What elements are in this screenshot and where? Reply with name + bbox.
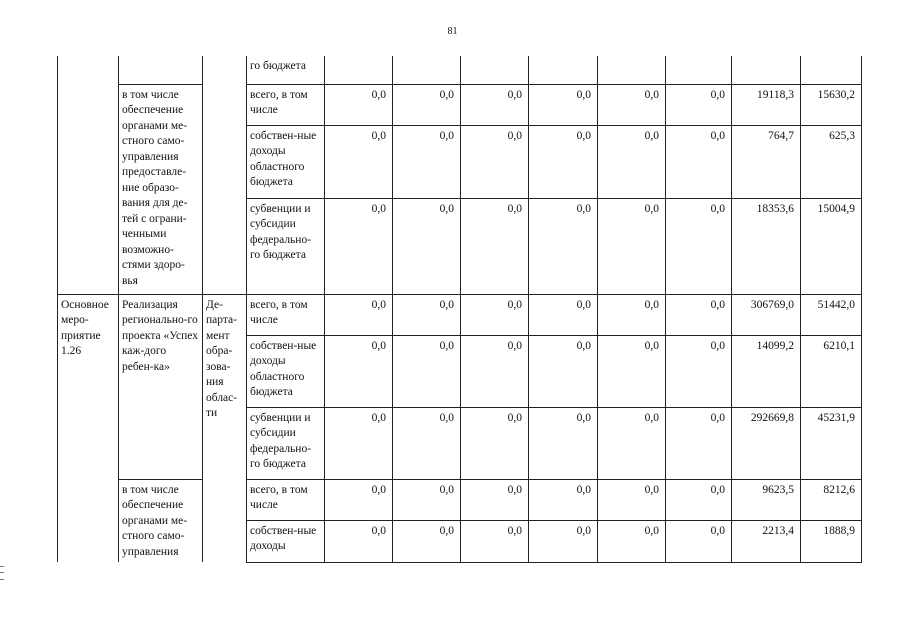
value-cell: 0,0: [461, 198, 529, 294]
table-row: [58, 84, 862, 125]
name-cell: Реализация регионально-го проекта «Успех каж-дого ребен-ка»: [119, 294, 203, 479]
value-cell: 0,0: [666, 294, 732, 335]
value-cell: [666, 56, 732, 84]
value-cell: 45231,9: [801, 407, 862, 479]
value-cell: [325, 56, 393, 84]
value-cell: 0,0: [529, 198, 598, 294]
value-cell: 8212,6: [801, 479, 862, 520]
value-cell: 0,0: [461, 125, 529, 198]
value-cell: 292669,8: [732, 407, 801, 479]
value-cell: 15004,9: [801, 198, 862, 294]
value-cell: 0,0: [325, 407, 393, 479]
value-cell: 0,0: [393, 407, 461, 479]
value-cell: 625,3: [801, 125, 862, 198]
value-cell: 0,0: [666, 198, 732, 294]
value-cell: 0,0: [461, 84, 529, 125]
value-cell: 51442,0: [801, 294, 862, 335]
value-cell: 0,0: [598, 294, 666, 335]
value-cell: 0,0: [393, 198, 461, 294]
value-cell: 14099,2: [732, 335, 801, 407]
status-cell: Основное меро-приятие 1.26: [58, 294, 119, 562]
value-cell: 2213,4: [732, 520, 801, 562]
value-cell: 0,0: [666, 479, 732, 520]
source-cell: всего, в том числе: [247, 294, 325, 335]
value-cell: 0,0: [325, 294, 393, 335]
value-cell: 0,0: [325, 84, 393, 125]
value-cell: 0,0: [598, 407, 666, 479]
value-cell: 0,0: [461, 407, 529, 479]
value-cell: 6210,1: [801, 335, 862, 407]
source-cell: собствен-ные доходы: [247, 520, 325, 562]
name-cell: в том числе обеспечение органами ме-стного само-управления: [119, 479, 203, 562]
value-cell: [529, 56, 598, 84]
value-cell: 306769,0: [732, 294, 801, 335]
value-cell: 15630,2: [801, 84, 862, 125]
name-cell: в том числе обеспечение органами ме-стного само-управления предоставле-ние образо-вания для де-тей с ограни-ченными возможно-стями здоро-вья: [119, 84, 203, 294]
value-cell: 0,0: [598, 520, 666, 562]
executor-cell: [203, 56, 247, 294]
value-cell: 18353,6: [732, 198, 801, 294]
value-cell: 1888,9: [801, 520, 862, 562]
value-cell: 19118,3: [732, 84, 801, 125]
source-cell: субвенции и субсидии федерально-го бюджета: [247, 198, 325, 294]
value-cell: 0,0: [393, 294, 461, 335]
value-cell: 0,0: [529, 520, 598, 562]
value-cell: 0,0: [325, 479, 393, 520]
value-cell: [393, 56, 461, 84]
value-cell: 0,0: [325, 125, 393, 198]
executor-cell: Де-парта-мент обра-зова-ния облас-ти: [203, 294, 247, 562]
scan-margin-mark: [0, 566, 4, 580]
value-cell: 0,0: [393, 125, 461, 198]
value-cell: 0,0: [598, 198, 666, 294]
value-cell: 0,0: [461, 294, 529, 335]
value-cell: [598, 56, 666, 84]
value-cell: 0,0: [666, 335, 732, 407]
value-cell: 0,0: [529, 125, 598, 198]
table-row: [58, 294, 862, 335]
value-cell: 9623,5: [732, 479, 801, 520]
value-cell: 0,0: [598, 479, 666, 520]
value-cell: 0,0: [393, 84, 461, 125]
value-cell: 0,0: [461, 335, 529, 407]
value-cell: 764,7: [732, 125, 801, 198]
value-cell: 0,0: [461, 479, 529, 520]
value-cell: 0,0: [325, 520, 393, 562]
value-cell: 0,0: [393, 520, 461, 562]
value-cell: 0,0: [666, 407, 732, 479]
value-cell: 0,0: [393, 479, 461, 520]
value-cell: 0,0: [666, 520, 732, 562]
budget-table: [57, 56, 862, 563]
source-cell: собствен-ные доходы областного бюджета: [247, 125, 325, 198]
value-cell: 0,0: [598, 125, 666, 198]
source-cell: собствен-ные доходы областного бюджета: [247, 335, 325, 407]
table-row: [58, 479, 862, 520]
source-cell: го бюджета: [247, 56, 325, 84]
value-cell: 0,0: [529, 335, 598, 407]
table-row: [58, 56, 862, 84]
source-cell: субвенции и субсидии федерально-го бюджета: [247, 407, 325, 479]
status-cell: [58, 56, 119, 294]
value-cell: 0,0: [461, 520, 529, 562]
value-cell: [461, 56, 529, 84]
value-cell: 0,0: [325, 198, 393, 294]
value-cell: 0,0: [393, 335, 461, 407]
source-cell: всего, в том числе: [247, 84, 325, 125]
page-number: 81: [447, 26, 458, 37]
value-cell: 0,0: [529, 407, 598, 479]
value-cell: 0,0: [529, 479, 598, 520]
value-cell: 0,0: [598, 84, 666, 125]
value-cell: 0,0: [325, 335, 393, 407]
value-cell: 0,0: [529, 294, 598, 335]
value-cell: [801, 56, 862, 84]
value-cell: 0,0: [666, 84, 732, 125]
source-cell: всего, в том числе: [247, 479, 325, 520]
value-cell: [732, 56, 801, 84]
name-cell: [119, 56, 203, 84]
value-cell: 0,0: [666, 125, 732, 198]
value-cell: 0,0: [529, 84, 598, 125]
value-cell: 0,0: [598, 335, 666, 407]
